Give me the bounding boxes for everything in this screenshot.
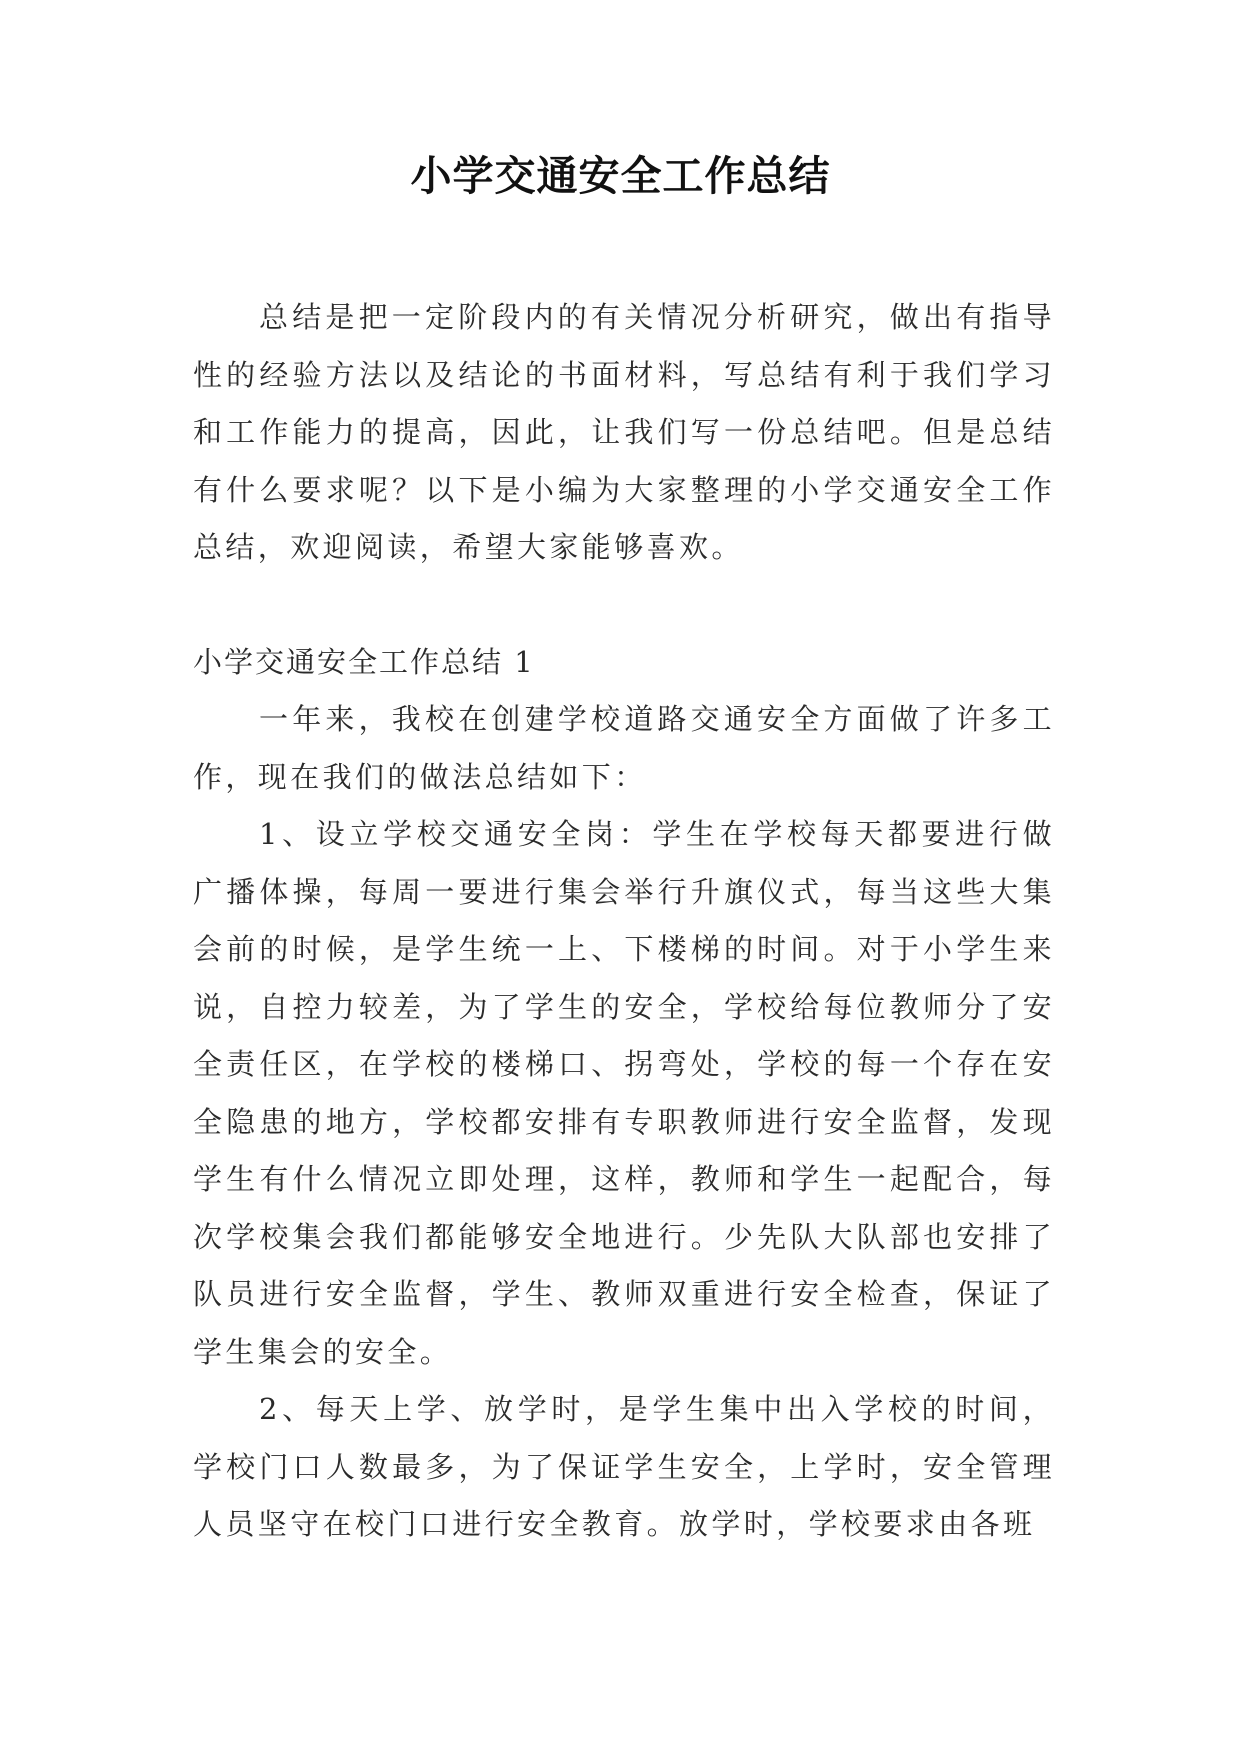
body-paragraph: 1、设立学校交通安全岗：学生在学校每天都要进行做广播体操，每周一要进行集会举行升旗仪式，每当这些大集会前的时候，是学生统一上、下楼梯的时间。对于小学生来说，自控力较差，为了学生的安全，学校给每位教师分了安全责任区，在学校的楼梯口、拐弯处，学校的每一个存在安全隐患的地方，学校都安排有专职教师进行安全监督，发现学生有什么情况立即处理，这样，教师和学生一起配合，每次学校集会我们都能够安全地进行。少先队大队部也安排了队员进行安全监督，学生、教师双重进行安全检查，保证了学生集会的安全。 <box>193 817 1055 1369</box>
section-heading: 小学交通安全工作总结 1 <box>193 644 535 679</box>
document-title: 小学交通安全工作总结 <box>410 152 831 200</box>
body-paragraph: 一年来，我校在创建学校道路交通安全方面做了许多工作，现在我们的做法总结如下： <box>193 702 1055 794</box>
body-paragraph: 2、每天上学、放学时，是学生集中出入学校的时间，学校门口人数最多，为了保证学生安全，上学时，安全管理人员坚守在校门口进行安全教育。放学时，学校要求由各班 <box>193 1392 1055 1541</box>
intro-paragraph: 总结是把一定阶段内的有关情况分析研究，做出有指导性的经验方法以及结论的书面材料，写总结有利于我们学习和工作能力的提高，因此，让我们写一份总结吧。但是总结有什么要求呢？以下是小编为大家整理的小学交通安全工作总结，欢迎阅读，希望大家能够喜欢。 <box>193 300 1055 564</box>
document-body <box>193 289 1055 1554</box>
